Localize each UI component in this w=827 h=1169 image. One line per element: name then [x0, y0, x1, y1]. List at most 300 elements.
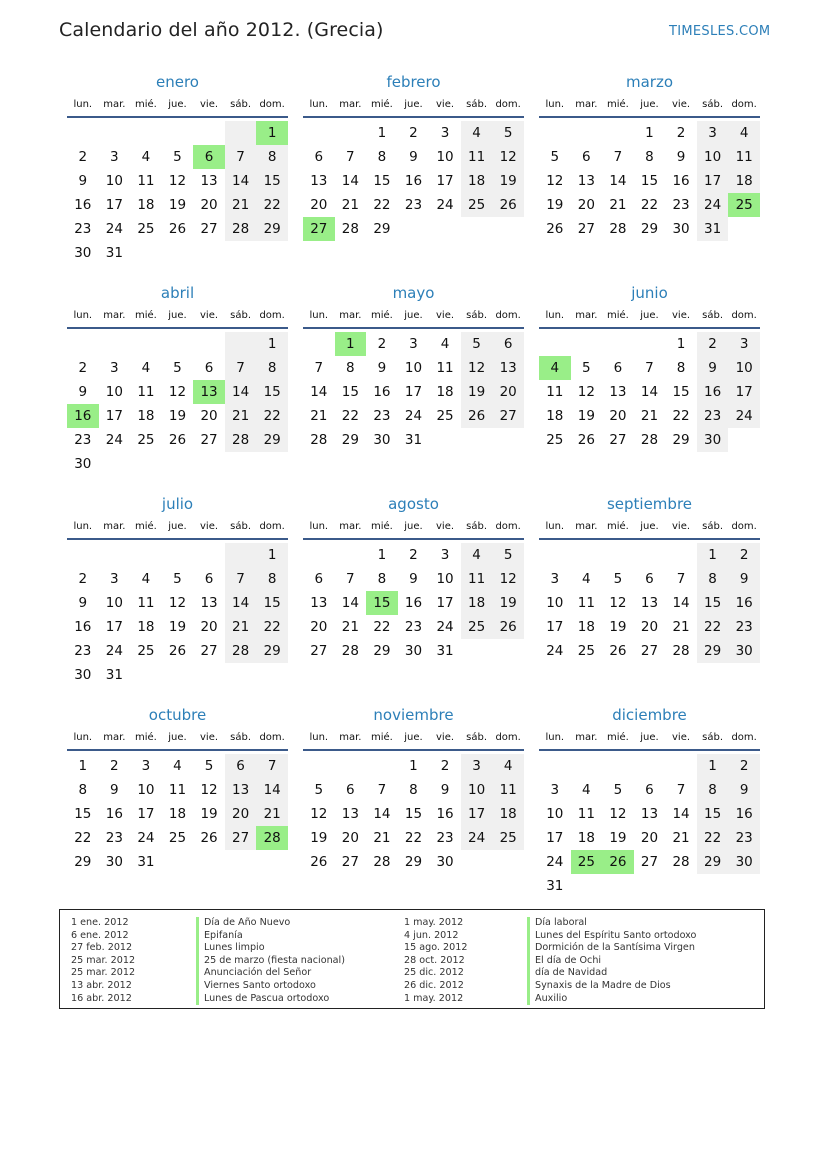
day-cell: 2 [377, 336, 387, 352]
day-cell: 8 [676, 360, 686, 376]
month-febrero [303, 70, 524, 241]
day-cell: 1 [256, 332, 288, 356]
empty-day-cell [225, 543, 257, 567]
day-cell: 19 [310, 830, 328, 846]
legend-date: 15 ago. 2012 [404, 942, 468, 954]
weekday-label: lun. [309, 310, 329, 321]
day-cell: 6 [314, 571, 324, 587]
day-cell: 5 [314, 782, 324, 798]
day-cell: 20 [577, 197, 595, 213]
day-cell: 19 [546, 197, 564, 213]
day-cell: 26 [168, 221, 187, 237]
day-cell: 14 [640, 384, 659, 400]
day-cell: 4 [582, 571, 591, 587]
day-cell: 14 [373, 806, 391, 822]
legend-date: 27 feb. 2012 [71, 942, 133, 954]
day-cell: 25 [546, 432, 564, 448]
empty-day-cell [225, 332, 257, 356]
legend-date: 16 abr. 2012 [71, 992, 132, 1004]
day-cell: 9 [78, 595, 88, 611]
day-cell: 21 [672, 619, 690, 635]
weekday-header [303, 731, 524, 753]
day-cell: 17 [461, 802, 493, 826]
day-cell: 12 [168, 384, 187, 400]
weekday-label: jue. [168, 521, 187, 532]
day-cell: 10 [697, 145, 729, 169]
day-cell: 14 [256, 778, 288, 802]
day-cell: 1 [377, 125, 387, 141]
day-cell: 26 [609, 643, 627, 659]
legend-holiday-name: Synaxis de la Madre de Dios [527, 980, 696, 993]
day-cell: 17 [105, 197, 123, 213]
day-cell: 1 [256, 543, 288, 567]
weekday-label: sáb. [466, 99, 488, 110]
day-cell: 23 [728, 826, 760, 850]
weekday-label: mar. [575, 99, 598, 110]
legend-dates-left [71, 917, 135, 1005]
day-cell: 29 [341, 432, 359, 448]
empty-day-cell [539, 543, 571, 567]
weekday-label: jue. [404, 732, 423, 743]
month-title: octubre [148, 706, 207, 724]
holiday-day-cell: 13 [193, 380, 225, 404]
weekday-header [67, 309, 288, 331]
day-cell: 28 [672, 854, 690, 870]
day-cell: 1 [645, 125, 654, 141]
day-cell: 17 [728, 380, 760, 404]
day-cell: 24 [137, 830, 155, 846]
day-cell: 15 [640, 173, 659, 189]
day-cell: 12 [310, 806, 328, 822]
weekday-label: dom. [495, 99, 521, 110]
day-cell: 23 [404, 619, 423, 635]
day-cell: 27 [200, 643, 218, 659]
day-cell: 22 [373, 619, 391, 635]
holiday-day-cell: 1 [335, 332, 367, 356]
day-cell: 25 [436, 408, 454, 424]
weekday-label: vie. [436, 732, 455, 743]
day-cell: 15 [672, 384, 690, 400]
day-cell: 2 [676, 125, 686, 141]
day-cell: 28 [341, 643, 359, 659]
brand-link[interactable]: TIMESLES.COM [669, 24, 771, 39]
day-cell: 15 [256, 380, 288, 404]
empty-day-cell [665, 543, 697, 567]
day-cell: 19 [577, 408, 595, 424]
legend-date: 1 may. 2012 [404, 917, 464, 928]
weekday-label: vie. [436, 310, 455, 321]
day-cell: 4 [141, 149, 151, 165]
weekday-label: vie. [672, 99, 691, 110]
empty-day-cell [602, 121, 634, 145]
day-cell: 7 [346, 571, 355, 587]
legend-date: 25 mar. 2012 [71, 967, 136, 979]
day-cell: 7 [676, 571, 686, 587]
empty-day-cell [335, 754, 367, 778]
day-cell: 15 [373, 173, 391, 189]
day-cell: 7 [613, 149, 623, 165]
day-cell: 17 [697, 169, 729, 193]
day-grid [539, 754, 760, 898]
legend-holiday-name: Día laboral [527, 917, 696, 930]
day-cell: 21 [373, 830, 391, 846]
legend-holiday-name: Día de Año Nuevo [196, 917, 345, 930]
day-cell: 21 [225, 404, 257, 428]
day-cell: 11 [168, 782, 187, 798]
day-cell: 17 [105, 408, 123, 424]
legend-holiday-name: Lunes limpio [196, 942, 345, 955]
empty-day-cell [67, 121, 99, 145]
empty-day-cell [193, 543, 225, 567]
day-cell: 11 [577, 595, 595, 611]
day-cell: 10 [461, 778, 493, 802]
empty-day-cell [335, 121, 367, 145]
day-cell: 31 [546, 878, 564, 894]
holiday-day-cell: 16 [67, 404, 99, 428]
day-cell: 31 [436, 643, 454, 659]
day-cell: 19 [168, 408, 187, 424]
day-cell: 28 [672, 643, 690, 659]
day-cell: 24 [546, 643, 564, 659]
weekday-label: mié. [606, 99, 629, 110]
day-cell: 20 [200, 408, 218, 424]
day-cell: 19 [492, 591, 524, 615]
weekday-label: sáb. [702, 521, 724, 532]
day-cell: 10 [404, 360, 423, 376]
weekday-header [67, 98, 288, 120]
day-cell: 22 [672, 408, 690, 424]
day-cell: 20 [310, 197, 328, 213]
day-cell: 29 [404, 854, 423, 870]
day-cell: 16 [672, 173, 690, 189]
legend-date: 28 oct. 2012 [404, 954, 465, 966]
day-cell: 26 [200, 830, 218, 846]
day-cell: 8 [697, 567, 729, 591]
day-cell: 14 [225, 169, 257, 193]
day-cell: 14 [341, 595, 359, 611]
day-cell: 11 [436, 360, 454, 376]
legend-date: 13 abr. 2012 [71, 979, 132, 991]
weekday-label: mar. [575, 310, 598, 321]
day-cell: 26 [461, 404, 493, 428]
day-cell: 12 [200, 782, 218, 798]
weekday-label: mié. [134, 310, 157, 321]
day-cell: 2 [728, 754, 760, 778]
weekday-label: jue. [404, 99, 423, 110]
legend-holiday-name: Viernes Santo ortodoxo [196, 980, 345, 993]
legend-date: 25 mar. 2012 [71, 954, 136, 966]
day-cell: 15 [341, 384, 359, 400]
day-cell: 23 [105, 830, 123, 846]
day-cell: 30 [105, 854, 123, 870]
day-cell: 31 [404, 432, 423, 448]
day-cell: 29 [74, 854, 92, 870]
legend-holiday-name: 25 de marzo (fiesta nacional) [196, 955, 345, 968]
weekday-label: mié. [370, 310, 393, 321]
empty-day-cell [571, 121, 603, 145]
weekday-label: mié. [606, 310, 629, 321]
day-cell: 31 [105, 667, 123, 683]
day-cell: 7 [346, 149, 355, 165]
day-cell: 10 [728, 356, 760, 380]
weekday-label: mar. [575, 732, 598, 743]
day-cell: 16 [74, 197, 92, 213]
day-cell: 29 [373, 643, 391, 659]
day-cell: 24 [461, 826, 493, 850]
month-title: agosto [388, 495, 439, 513]
day-cell: 5 [613, 571, 623, 587]
day-cell: 25 [461, 615, 493, 639]
holiday-day-cell: 28 [256, 826, 288, 850]
day-cell: 3 [461, 754, 493, 778]
day-cell: 11 [461, 567, 493, 591]
legend-holiday-name: Anunciación del Señor [196, 967, 345, 980]
day-cell: 26 [168, 643, 187, 659]
weekday-label: sáb. [466, 310, 488, 321]
weekday-header [539, 520, 760, 542]
day-cell: 20 [225, 802, 257, 826]
day-cell: 25 [137, 432, 155, 448]
day-cell: 11 [577, 806, 595, 822]
day-cell: 28 [373, 854, 391, 870]
day-cell: 8 [409, 782, 418, 798]
empty-day-cell [303, 121, 335, 145]
day-cell: 27 [640, 643, 659, 659]
day-cell: 4 [440, 336, 450, 352]
weekday-label: sáb. [702, 99, 724, 110]
day-cell: 21 [256, 802, 288, 826]
holiday-legend [59, 909, 765, 1009]
day-cell: 15 [256, 169, 288, 193]
day-cell: 30 [404, 643, 423, 659]
day-cell: 13 [640, 595, 659, 611]
day-cell: 7 [256, 754, 288, 778]
weekday-header [303, 98, 524, 120]
empty-day-cell [99, 332, 131, 356]
day-cell: 19 [609, 619, 627, 635]
day-cell: 9 [728, 778, 760, 802]
weekday-label: mar. [339, 732, 362, 743]
day-cell: 16 [728, 591, 760, 615]
day-cell: 21 [225, 193, 257, 217]
day-cell: 8 [377, 149, 387, 165]
month-abril [67, 281, 288, 476]
day-cell: 10 [436, 149, 454, 165]
day-cell: 20 [200, 197, 218, 213]
day-cell: 11 [137, 173, 155, 189]
day-cell: 18 [137, 408, 155, 424]
day-grid [67, 543, 288, 687]
day-cell: 16 [404, 595, 423, 611]
month-agosto [303, 492, 524, 663]
holiday-day-cell: 15 [366, 591, 398, 615]
day-cell: 2 [78, 149, 88, 165]
weekday-label: dom. [259, 732, 285, 743]
day-cell: 27 [341, 854, 359, 870]
day-cell: 21 [310, 408, 328, 424]
day-cell: 9 [377, 360, 387, 376]
day-cell: 14 [341, 173, 359, 189]
day-cell: 22 [697, 615, 729, 639]
day-cell: 25 [492, 826, 524, 850]
day-cell: 30 [373, 432, 391, 448]
day-cell: 12 [577, 384, 595, 400]
day-cell: 15 [697, 802, 729, 826]
empty-day-cell [571, 332, 603, 356]
day-cell: 9 [409, 571, 418, 587]
day-cell: 31 [697, 217, 729, 241]
day-cell: 1 [697, 754, 729, 778]
weekday-header [539, 309, 760, 331]
day-cell: 5 [173, 571, 182, 587]
day-cell: 14 [672, 806, 690, 822]
weekday-label: dom. [495, 732, 521, 743]
day-cell: 30 [672, 221, 690, 237]
empty-day-cell [634, 754, 666, 778]
month-octubre [67, 703, 288, 874]
day-cell: 9 [409, 149, 418, 165]
weekday-header [303, 520, 524, 542]
empty-day-cell [665, 754, 697, 778]
month-diciembre [539, 703, 760, 898]
legend-holiday-name: El día de Ochi [527, 955, 696, 968]
weekday-label: jue. [404, 521, 423, 532]
day-cell: 1 [78, 758, 88, 774]
day-cell: 11 [137, 595, 155, 611]
month-title: julio [161, 495, 194, 513]
day-cell: 15 [74, 806, 92, 822]
day-cell: 14 [225, 591, 257, 615]
month-junio [539, 281, 760, 452]
day-cell: 25 [168, 830, 187, 846]
weekday-label: mié. [370, 521, 393, 532]
weekday-label: mié. [370, 732, 393, 743]
weekday-label: lun. [309, 521, 329, 532]
day-cell: 5 [582, 360, 591, 376]
day-cell: 27 [200, 432, 218, 448]
day-cell: 24 [436, 197, 454, 213]
day-cell: 17 [105, 619, 123, 635]
day-cell: 6 [314, 149, 324, 165]
day-grid [67, 332, 288, 476]
empty-day-cell [602, 332, 634, 356]
day-cell: 2 [728, 543, 760, 567]
weekday-label: mar. [103, 732, 126, 743]
weekday-label: vie. [672, 521, 691, 532]
month-mayo [303, 281, 524, 452]
day-cell: 4 [141, 360, 151, 376]
day-cell: 9 [440, 782, 450, 798]
empty-day-cell [130, 332, 162, 356]
day-cell: 30 [697, 428, 729, 452]
month-title: junio [631, 284, 668, 302]
day-cell: 14 [225, 380, 257, 404]
weekday-label: dom. [495, 521, 521, 532]
day-cell: 20 [609, 408, 627, 424]
day-cell: 3 [550, 782, 560, 798]
day-cell: 5 [173, 149, 182, 165]
day-cell: 21 [672, 830, 690, 846]
empty-day-cell [162, 332, 194, 356]
day-cell: 11 [728, 145, 760, 169]
day-cell: 17 [546, 619, 564, 635]
day-cell: 11 [137, 384, 155, 400]
weekday-label: lun. [545, 310, 565, 321]
day-cell: 18 [168, 806, 187, 822]
day-cell: 30 [728, 850, 760, 874]
day-cell: 19 [200, 806, 218, 822]
legend-holiday-name: Auxilio [527, 993, 696, 1006]
page-title: Calendario del año 2012. (Grecia) [59, 19, 384, 41]
empty-day-cell [571, 543, 603, 567]
day-cell: 10 [137, 782, 155, 798]
day-cell: 1 [697, 543, 729, 567]
day-cell: 8 [377, 571, 387, 587]
day-cell: 30 [436, 854, 454, 870]
day-cell: 20 [341, 830, 359, 846]
day-cell: 13 [310, 595, 328, 611]
day-cell: 9 [697, 356, 729, 380]
day-cell: 30 [728, 639, 760, 663]
day-cell: 4 [173, 758, 182, 774]
empty-day-cell [162, 121, 194, 145]
weekday-label: dom. [259, 99, 285, 110]
day-cell: 19 [168, 619, 187, 635]
weekday-label: jue. [168, 732, 187, 743]
weekday-label: dom. [731, 521, 757, 532]
day-cell: 2 [697, 332, 729, 356]
day-cell: 6 [645, 782, 654, 798]
day-cell: 24 [404, 408, 423, 424]
day-cell: 2 [78, 360, 88, 376]
weekday-label: vie. [436, 521, 455, 532]
empty-day-cell [303, 754, 335, 778]
weekday-label: sáb. [466, 732, 488, 743]
month-title: diciembre [612, 706, 687, 724]
day-cell: 24 [436, 619, 454, 635]
legend-dates-right [404, 917, 467, 1005]
day-cell: 25 [577, 643, 595, 659]
day-cell: 12 [492, 567, 524, 591]
weekday-label: mié. [134, 99, 157, 110]
weekday-label: vie. [200, 521, 219, 532]
day-cell: 7 [225, 145, 257, 169]
weekday-label: dom. [731, 732, 757, 743]
day-cell: 29 [640, 221, 659, 237]
weekday-label: jue. [640, 521, 659, 532]
day-cell: 13 [609, 384, 627, 400]
day-cell: 13 [341, 806, 359, 822]
empty-day-cell [193, 121, 225, 145]
day-cell: 23 [697, 404, 729, 428]
day-cell: 27 [577, 221, 595, 237]
weekday-label: sáb. [466, 521, 488, 532]
day-cell: 3 [110, 360, 119, 376]
day-cell: 28 [225, 639, 257, 663]
weekday-header [303, 309, 524, 331]
holiday-day-cell: 26 [602, 850, 634, 874]
day-cell: 23 [672, 197, 690, 213]
weekday-label: mar. [339, 99, 362, 110]
day-grid [67, 754, 288, 874]
weekday-label: lun. [73, 521, 93, 532]
day-cell: 12 [609, 806, 627, 822]
day-cell: 12 [546, 173, 564, 189]
weekday-label: lun. [73, 310, 93, 321]
day-cell: 12 [168, 173, 187, 189]
day-cell: 6 [582, 149, 591, 165]
holiday-day-cell: 25 [728, 193, 760, 217]
